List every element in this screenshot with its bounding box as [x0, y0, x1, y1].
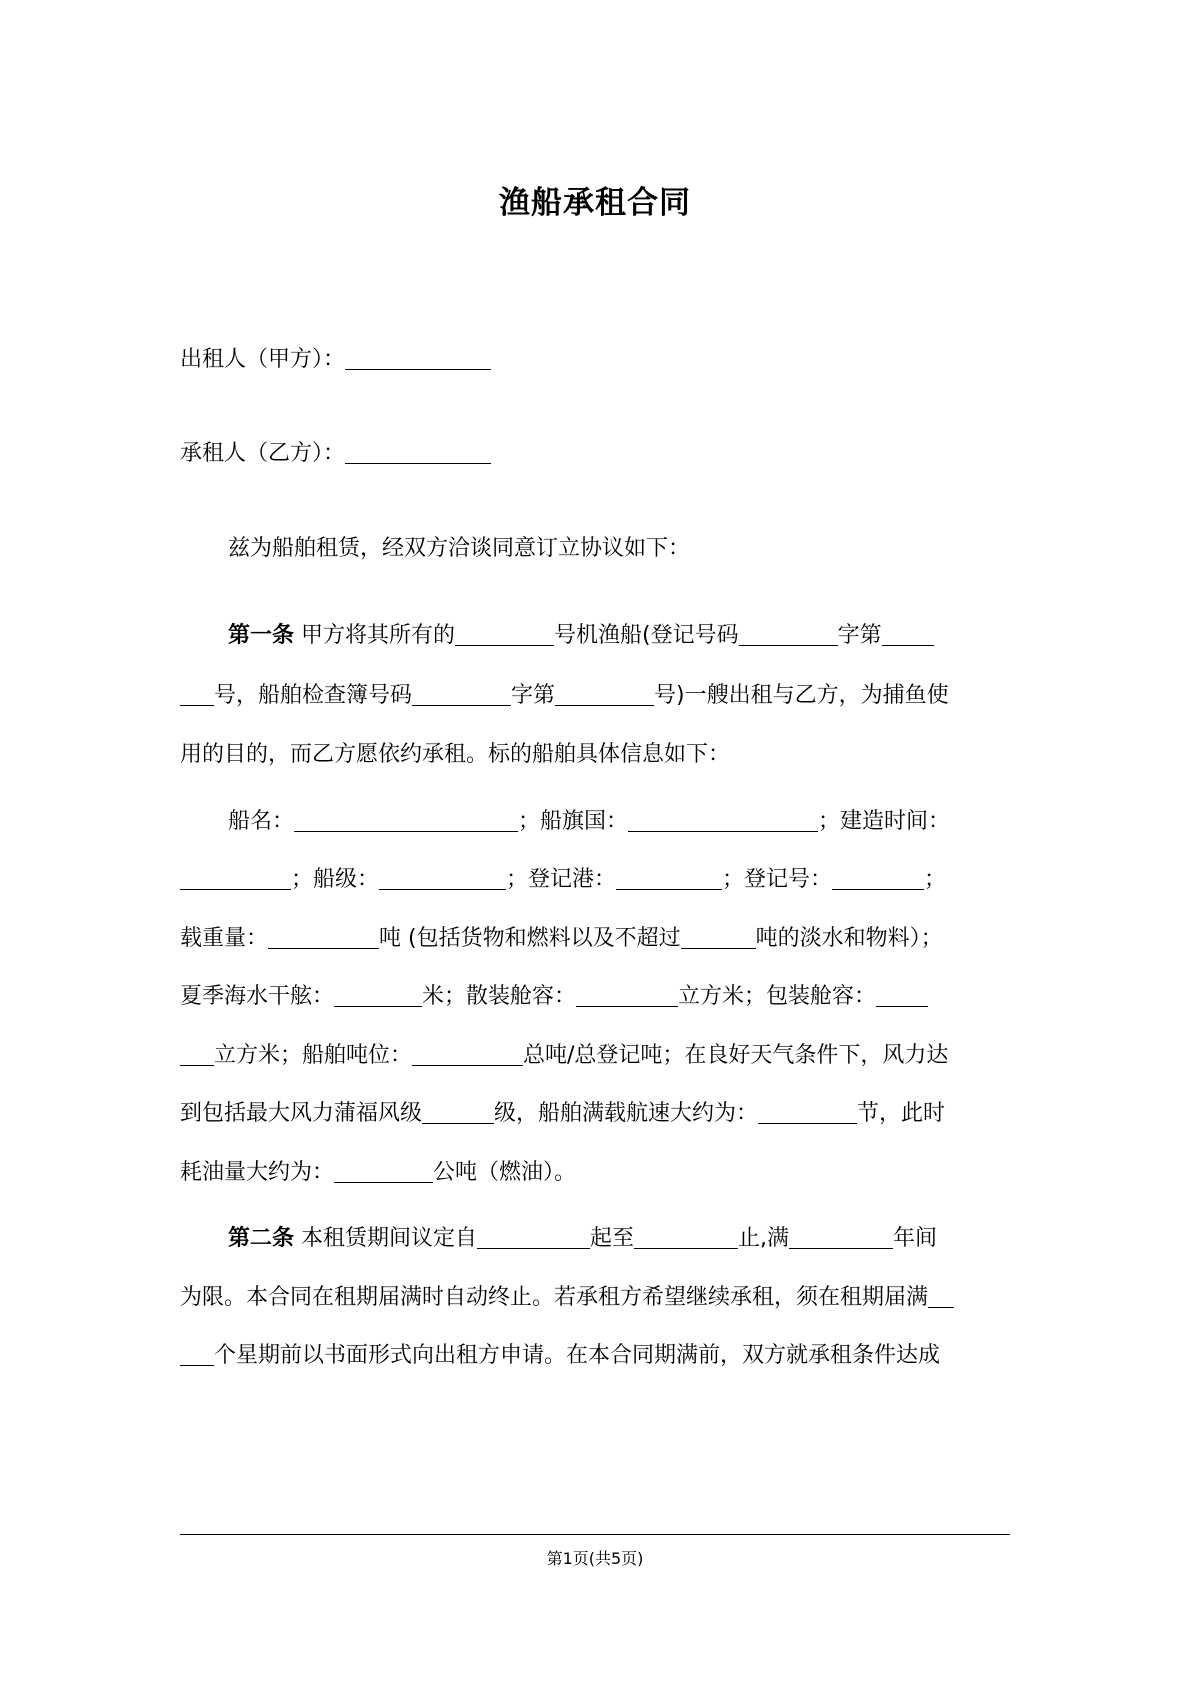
wind-force-label: 到包括最大风力蒲福风级: [180, 1101, 423, 1126]
lessee-line: [180, 437, 1010, 471]
start-date-blank[interactable]: [477, 1226, 590, 1249]
vessel-name-blank[interactable]: [294, 809, 518, 832]
article-2-text: 个星期前以书面形式向出租方申请。在本合同期满前，双方就承租条件达成: [214, 1343, 941, 1368]
article-1-line-3: 用的目的，而乙方愿依约承租。标的船舶具体信息如下：: [180, 742, 731, 767]
article-1-text: 号)一艘出租与乙方，为捕鱼使: [654, 683, 949, 708]
article-1-line-4: [228, 805, 1010, 839]
tonnage-label: 立方米；船舶吨位：: [214, 1043, 413, 1068]
article-1-line-5: [180, 863, 1010, 897]
freshwater-blank[interactable]: [681, 926, 756, 949]
article-2-text: 起至: [590, 1226, 635, 1251]
footer-divider: [180, 1534, 1010, 1535]
article-2-line-1: [228, 1222, 1010, 1256]
vessel-name-label: 船名：: [228, 809, 295, 834]
flag-state-blank[interactable]: [628, 809, 818, 832]
article-1-line-10: [180, 1156, 1010, 1190]
article-1-text: 甲方将其所有的: [301, 623, 456, 648]
flag-state-label: ；船旗国：: [518, 809, 629, 834]
freeboard-label: 夏季海水干舷：: [180, 984, 335, 1009]
deadweight-label: 载重量：: [180, 926, 269, 951]
blank[interactable]: [455, 623, 554, 646]
article-1-text: 总吨/总登记吨；在良好天气条件下，风力达: [523, 1043, 949, 1068]
blank[interactable]: [739, 623, 838, 646]
article-1-text: 号机渔船(登记号码: [554, 623, 739, 648]
build-date-label: ；建造时间：: [818, 809, 951, 834]
registry-number-blank[interactable]: [832, 867, 924, 890]
article-1-text: 公吨（燃油）。: [433, 1160, 577, 1185]
article-1-text: 字第: [837, 623, 882, 648]
end-date-blank[interactable]: [634, 1226, 738, 1249]
blank[interactable]: [180, 683, 214, 706]
weeks-blank-cont[interactable]: [180, 1343, 214, 1366]
article-1-line-7: [180, 980, 1010, 1014]
article-2-text: 为限。本合同在租期届满时自动终止。若承租方希望继续承租，须在租期届满: [180, 1285, 929, 1310]
article-2-line-2: [180, 1281, 1010, 1315]
build-date-blank[interactable]: [180, 867, 291, 890]
page-number: 第1页(共5页): [546, 1549, 644, 1568]
article-1-line-9: [180, 1097, 1010, 1131]
weeks-blank[interactable]: [928, 1285, 954, 1308]
article-1-text: 号，船舶检查簿号码: [214, 683, 413, 708]
bulk-capacity-label: 米；散装舱容：: [422, 984, 577, 1009]
lessor-line: [180, 343, 1010, 377]
deadweight-blank[interactable]: [268, 926, 379, 949]
blank[interactable]: [412, 683, 511, 706]
document-title: 渔船承租合同: [499, 185, 691, 221]
registry-number-label: ；登记号：: [722, 867, 833, 892]
article-1-line-8: [180, 1039, 1010, 1073]
class-blank[interactable]: [379, 867, 506, 890]
years-blank[interactable]: [789, 1226, 893, 1249]
article-1-line-6: [180, 922, 1010, 956]
article-1-text: 节，此时: [857, 1101, 946, 1126]
fuel-consumption-blank[interactable]: [334, 1160, 433, 1183]
lessor-blank[interactable]: [345, 347, 491, 370]
blank[interactable]: [180, 1043, 214, 1066]
lessee-blank[interactable]: [345, 441, 491, 464]
blank[interactable]: [555, 683, 654, 706]
article-2-text: 年间: [893, 1226, 938, 1251]
article-1-heading: 第一条: [228, 623, 295, 648]
registry-port-blank[interactable]: [616, 867, 722, 890]
article-2-heading: 第二条: [228, 1226, 295, 1251]
article-1-line-2: [180, 679, 1010, 713]
lessor-label: 出租人（甲方）：: [180, 347, 346, 372]
registry-port-label: ；登记港：: [506, 867, 617, 892]
article-1-line-1: [228, 619, 1010, 653]
fuel-consumption-label: 耗油量大约为：: [180, 1160, 335, 1185]
article-2-text: 止,满: [738, 1226, 790, 1251]
bale-capacity-label: 立方米；包装舱容：: [678, 984, 877, 1009]
article-1-text: ；: [924, 867, 947, 892]
article-1-text: 吨 (包括货物和燃料以及不超过: [379, 926, 681, 951]
article-2-line-3: [180, 1339, 1010, 1373]
class-label: ；船级：: [291, 867, 380, 892]
speed-blank[interactable]: [758, 1101, 857, 1124]
freeboard-blank[interactable]: [334, 984, 422, 1007]
bulk-capacity-blank[interactable]: [576, 984, 678, 1007]
lessee-label: 承租人（乙方）：: [180, 441, 346, 466]
article-2-text: 本租赁期间议定自: [301, 1226, 478, 1251]
tonnage-blank[interactable]: [412, 1043, 523, 1066]
blank[interactable]: [882, 623, 934, 646]
bale-capacity-blank[interactable]: [876, 984, 928, 1007]
speed-label: 级，船舶满载航速大约为：: [494, 1101, 759, 1126]
wind-force-blank[interactable]: [422, 1101, 494, 1124]
intro-paragraph: 兹为船舶租赁，经双方洽谈同意订立协议如下：: [228, 536, 691, 561]
article-1-text: 字第: [511, 683, 556, 708]
article-1-text: 吨的淡水和物料）；: [755, 926, 943, 951]
